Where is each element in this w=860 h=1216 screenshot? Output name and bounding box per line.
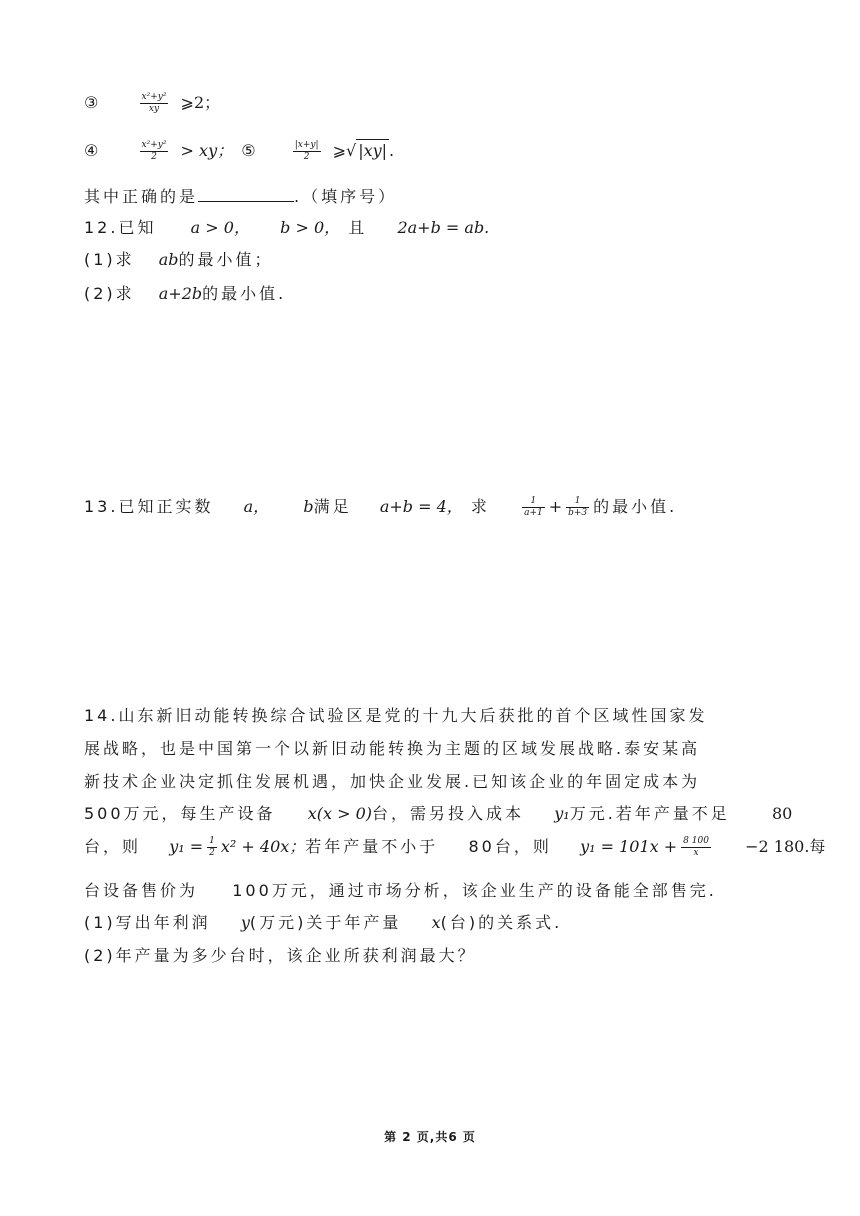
q13-cond-lead: 满足 [313,497,352,516]
q14-l7-c: (万元)关于年产量 [249,913,402,932]
q14-line-5 [84,836,828,859]
q14-l5-f: y₁ = 101x + [580,837,678,856]
q12-part1 [84,249,274,271]
q13-tail: 的最小值. [593,497,678,516]
q14-l4-c: 台，需另投入成本 [372,804,525,823]
q14-l6-a: 台设备售价为 [84,881,199,900]
q14-l5-fraction: $\frac{8 100}{x}$ [683,836,709,858]
q14-line-3: 新技术企业决定抓住发展机遇，加快企业发展.已知该企业的年固定成本为 [84,772,701,791]
q13-var-a: a， [243,497,270,516]
item3-relation: ⩾2； [180,93,221,112]
item5-marker: ⑤ [241,141,259,160]
q12-lead: 12.已知 [84,218,157,237]
q14-line-2: 展战略，也是中国第一个以新旧动能转换为主题的区域发展战略.泰安某高 [84,739,701,758]
item4-fraction: $\frac{\text{x²+y²}}{2}$ [141,140,167,162]
item3-fraction: $\frac{\text{x²+y²}}{xy}$ [141,92,167,114]
answer-line [84,185,397,208]
q14-line-7 [84,912,562,934]
q12-p1-expr: ab [158,250,179,269]
q14-l5-h: −2 180. [745,837,810,856]
q14-l4-b: x(x > 0) [307,804,373,823]
item4-marker: ④ [84,141,102,160]
q12-part2 [84,283,286,305]
q14-l6-b: 100万元，通过市场分析，该企业生产的设备能全部售完. [232,881,717,900]
q14-l4-d: y₁ [554,804,570,823]
q14-line-4 [84,803,792,825]
item-3 [84,92,220,115]
q13-fraction-2: $\frac{1}{b+3}$ [568,496,588,518]
item5-fraction: $\frac{|x+y|}{2}$ [294,140,319,162]
item4-relation: > xy； [180,141,234,160]
q14-l5-a: 台，则 [84,837,142,856]
q14-l4-a: 500万元，每生产设备 [84,804,276,823]
q13-ask: 求 [470,497,490,516]
q14-l7-e: (台)的关系式. [440,913,563,932]
page-footer: 第 2 页,共6 页 [384,1130,476,1144]
q14-l4-e: 万元.若年产量不足 [569,804,730,823]
q12-cond3: 2a+b = ab. [397,218,490,237]
answer-blank[interactable] [198,185,294,202]
item5-relation: ⩾ [332,141,346,160]
q14-l4-f: 80 [771,804,793,823]
q14-l5-i: 每 [809,837,829,856]
q13-lead: 13.已知正实数 [84,497,214,516]
answer-prefix: 其中正确的是 [84,187,199,206]
q12-p1-tail: 的最小值； [178,250,274,269]
q14-line-6 [84,880,717,902]
q12-p1-lead: (1)求 [84,250,135,269]
q12-and: 且 [348,218,368,237]
q14-l7-b: y [240,913,250,932]
q12-cond2: b > 0， [280,218,341,237]
q12-p2-lead: (2)求 [84,284,135,303]
item3-marker: ③ [84,93,102,112]
q13-cond: a+b = 4， [379,497,463,516]
q13-fraction-1: $\frac{1}{a+1}$ [524,496,543,518]
q13-stem [84,496,677,519]
q14-l5-d: 若年产量不小于 [305,837,439,856]
q14-line-8: (2)年产量为多少台时，该企业所获利润最大？ [84,946,477,965]
q14-l5-b: y₁ = [169,837,204,856]
q14-l5-half: $\frac{1}{2}$ [209,836,215,858]
q12-stem [84,217,489,239]
q13-plus: + [548,497,563,516]
q12-cond1: a > 0， [190,218,250,237]
q14-l7-a: (1)写出年利润 [84,913,211,932]
q12-p2-tail: 的最小值. [202,284,287,303]
q14-l7-d: x [431,913,441,932]
q14-line-1: 14.山东新旧动能转换综合试验区是党的十九大后获批的首个区域性国家发 [84,706,708,725]
item5-radicand: |xy| [358,141,388,160]
answer-suffix: .（填序号） [294,187,398,206]
q14-l5-e: 80台，则 [468,837,552,856]
q13-var-b: b [303,497,314,516]
item-4-5: ④ $\frac{\text{x²+y²}}{2}$ > xy； ⑤ $\frac{|x+y|}{2}$ ⩾√ |xy| . [84,140,395,162]
q14-l5-c: x² + 40x； [220,837,306,856]
q12-p2-expr: a+2b [158,284,203,303]
